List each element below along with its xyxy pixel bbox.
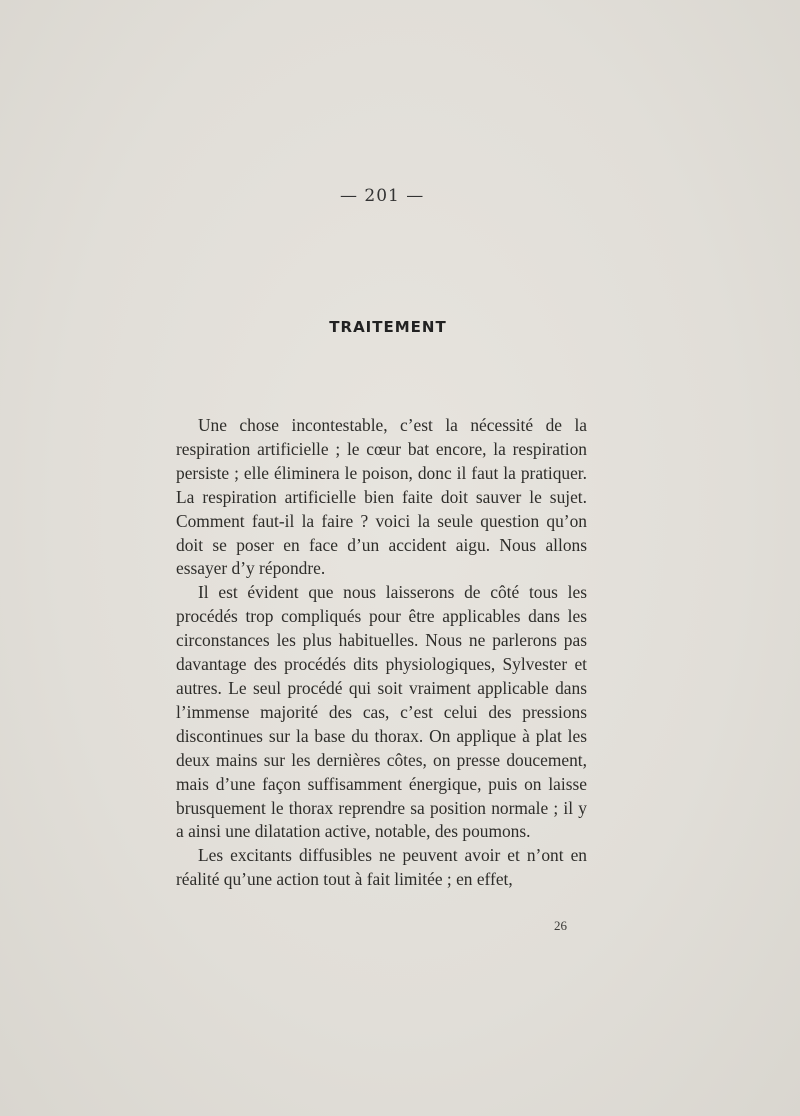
body-text xyxy=(176,414,587,892)
paragraph-3: Les excitants diffusibles ne peuvent avoir et n’ont en réalité qu’une action tout à fait limitée ; en effet, xyxy=(176,845,587,890)
signature-mark: 26 xyxy=(554,918,567,933)
paragraph-1: Une chose incontestable, c’est la nécessité de la respiration artificielle ; le cœur bat encore, la respiration persiste ; elle éliminera le poison, donc il faut la pratiquer. La respiration artificielle bien faite doit sauver le sujet. Comment faut-il la faire ? voici la seule question qu’on doit se poser en face d’un accident aigu. Nous allons essayer d’y répondre. xyxy=(176,415,587,579)
paragraph-2: Il est évident que nous laisserons de côté tous les procédés trop compliqués pour être applicables dans les circonstances les plus habituelles. Nous ne parlerons pas davantage des procédés dits physiologiques, Sylvester et autres. Le seul procédé qui soit vraiment applicable dans l’immense majorité des cas, c’est celui des pressions discontinues sur la base du thorax. On applique à plat les deux mains sur les dernières côtes, on presse doucement, mais d’une façon suffisamment énergique, puis on laisse brusquement le thorax reprendre sa position normale ; il y a ainsi une dilatation active, notable, des poumons. xyxy=(176,582,587,842)
section-title: TRAITEMENT xyxy=(329,318,447,336)
page-number: — 201 — xyxy=(340,186,425,206)
